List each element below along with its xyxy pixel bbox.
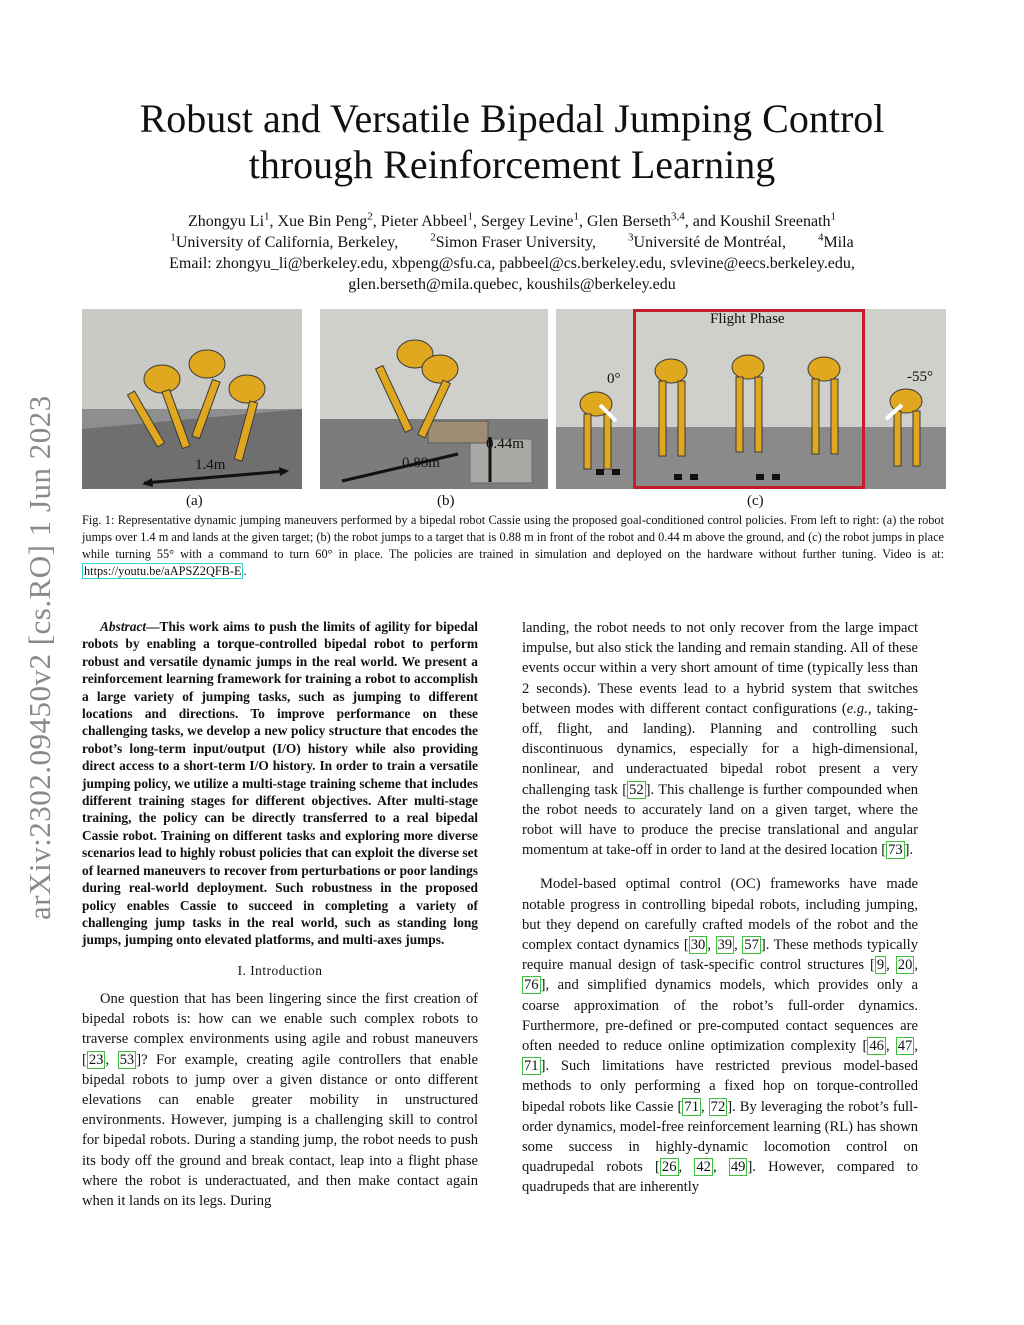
author-block [60, 211, 964, 295]
citation-link[interactable]: 39 [717, 937, 733, 954]
height-label-b: 0.44m [486, 436, 524, 452]
author-name: Sergey Levine [480, 213, 574, 230]
affiliations [60, 232, 964, 253]
aff-sup: 3 [628, 231, 634, 244]
citation-link[interactable]: 26 [661, 1159, 677, 1176]
citation-link[interactable]: 23 [88, 1051, 104, 1068]
paragraph: Model-based optimal control (OC) frameworks have made notable progress in controlling bipedal robots, including jumping, but they depend on carefully crafted models of the robot and the complex contact dynamics [ 30 , 39 , 57 ]. These methods typically require manual design of task-specific control structures [ 9 , 20 , 76 ], and simplified dynamics models, which provides only a coarse approximation of the robot’s full-order dynamics. Furthermore, pre-defined or pre-computed contact sequences are often needed to reduce online optimization complexity [ 46 , 47 , 71 ]. Such limitations have restricted previous model-based methods to only performing a fixed hop on torque-controlled bipedal robots like Cassie [ 71 , 72 ]. By leveraging the robot’s full-order dynamics, model-free reinforcement learning (RL) has shown some success in highly-dynamic locomotion control on quadrupedal robots [ 26 , 42 , 49 ]. However, compared to quadrupeds that are inherently [522, 876, 919, 1196]
aff-name: Université de Montréal, [633, 234, 786, 251]
text-run: ]. [904, 842, 914, 859]
citation-link[interactable]: 9 [876, 957, 885, 974]
subfigure-label-a: (a) [186, 493, 203, 509]
affiliation [628, 231, 786, 251]
aff-name: Simon Fraser University, [435, 234, 597, 251]
abstract [82, 618, 478, 949]
author-sup: 1 [264, 210, 270, 223]
angle-label-zero: 0° [607, 371, 621, 387]
citation-link[interactable]: 30 [690, 937, 706, 954]
citation-link[interactable]: 42 [696, 1159, 711, 1176]
text-run: ]. These methods typically require manual design of task-specific control structures [ [522, 937, 919, 974]
author-sup: 2 [367, 210, 373, 223]
text-run: ], and simplified dynamics models, which provides only a coarse approximation of the robot’s full-order dynamics. Furthermore, pre-defined or pre-computed contact sequences are often needed to reduce online optimization complexity [ [522, 977, 918, 1055]
text-run: e.g. [846, 700, 868, 717]
text-run: One question that has been lingering since the first creation of bipedal robots is: how can we enable such complex robots to traverse complex environments using agile and robust maneuvers [ [82, 990, 478, 1068]
figure-1 [82, 309, 946, 489]
affiliation [817, 231, 854, 251]
distance-label-b: 0.88m [402, 455, 440, 471]
email-line-2: glen.berseth@mila.quebec, koushils@berkeley.edu [348, 276, 676, 293]
text-run: ]. By leveraging the robot’s full-order dynamics, model-free reinforcement learning (RL) has shown some success in highly-dynamic locomotion control on quadrupedal robots [ [522, 1098, 918, 1176]
distance-label-a: 1.4m [195, 457, 226, 473]
citation-link[interactable]: 72 [710, 1098, 726, 1115]
figure-caption [82, 512, 944, 580]
author-sup: 3,4 [670, 210, 685, 223]
author-name: and Koushil Sreenath [692, 213, 831, 230]
text-run: ]. This challenge is further compounded when the robot needs to accurately land on a given target, where the robot will have to produce the precise translational and angular momentum at take-off in order to land at the desired location [ [522, 781, 918, 859]
citation-link[interactable]: 49 [730, 1159, 746, 1176]
arxiv-stamp: arXiv:2302.09450v2 [cs.RO] 1 Jun 2023 [22, 395, 57, 920]
subfigure-label-c: (c) [747, 493, 764, 509]
affiliation [170, 231, 399, 251]
left-column [82, 618, 478, 1211]
author-sup: 1 [467, 210, 473, 223]
photo-long-jump [82, 309, 302, 489]
text-run: , taking-off, flight, and landing). Planning and controlling such discontinuous dynamics, especially for a high-dimensional, nonlinear, and underactuated bipedal robot present a very challenging task [ [522, 700, 919, 798]
aff-sup: 2 [430, 231, 436, 244]
caption-text: Fig. 1: Representative dynamic jumping maneuvers performed by a bipedal robot Cassie using the proposed goal-conditioned control policies. From left to right: (a) the robot jumps over 1.4 m and lands at the given target; (b) the robot jumps to a target that is 0.88 m in front of the robot and 0.44 m above the ground, and (c) the robot jumps in place while turning 55° with a command to turn 60° in place. The policies are trained in simulation and deployed on the hardware without further tuning. Video is at: [82, 513, 944, 561]
author-name: Xue Bin Peng [277, 213, 368, 230]
abstract-label: Abstract [100, 619, 147, 634]
citation-link[interactable]: 53 [119, 1051, 135, 1068]
citation-link[interactable]: 46 [869, 1038, 884, 1055]
video-link[interactable]: https://youtu.be/aAPSZ2QFB-E [84, 564, 242, 578]
text-run: ]? For example, creating agile controllers that enable bipedal robots to jump over a given distance or onto different elevations can enable greater mobility in unstructured environments. However, jumping is a challenging skill to control for bipedal robots. During a standing jump, the robot needs to push its body off the ground and break contact, leap into a flight phase where the robot is underactuated, and then make contact again when it lands on its legs. During [82, 1051, 478, 1209]
aff-sup: 4 [817, 231, 824, 244]
citation-link[interactable]: 71 [524, 1058, 539, 1075]
text-run: landing, the robot needs to not only recover from the large impact impulse, but also stick the landing and remain standing. All of these events occur within a very short amount of time (typically less than 2 seconds). These events lead to a hybrid system that switches between modes with different contact configurations ( [522, 620, 918, 717]
right-column [522, 618, 918, 1198]
aff-name: Mila [823, 234, 854, 251]
citation-link[interactable]: 76 [524, 977, 539, 994]
author-sup: 1 [830, 210, 836, 223]
paper-title [60, 96, 964, 188]
paragraph [522, 618, 918, 860]
author-sup: 1 [573, 210, 579, 223]
author-list: Zhongyu Li$^1$, Xue Bin Peng$^2$, Pieter Abbeel$^1$, Sergey Levine$^1$, Glen Berseth$^{3,4}$, and Koushil Sreenath$^1$ [188, 210, 836, 230]
text-run: ]. However, compared to quadrupeds that are inherently [522, 1159, 919, 1196]
affiliation [430, 231, 597, 251]
flight-phase-label: Flight Phase [710, 311, 785, 327]
intro-paragraph: One question that has been lingering since the first creation of bipedal robots is: how can we enable such complex robots to traverse complex environments using agile and robust maneuvers [ 23 , 53 ]? For example, creating agile controllers that enable bipedal robots to jump over a given distance or onto different elevations can enable greater mobility in unstructured environments. However, jumping is a challenging skill to control for bipedal robots. During a standing jump, the robot needs to push its body off the ground and break contact, leap into a flight phase where the robot is underactuated, and then make contact again when it lands on its legs. During [82, 990, 478, 1209]
title-line-2: through Reinforcement Learning [248, 142, 776, 187]
aff-sup: 1 [170, 231, 176, 244]
citation-link[interactable]: 47 [897, 1038, 913, 1055]
citation-link[interactable]: 71 [684, 1098, 699, 1115]
citation-link[interactable]: 57 [744, 937, 759, 954]
section-heading: I. Introduction [237, 962, 323, 978]
citation-link[interactable]: 52 [629, 781, 644, 798]
aff-name: University of California, Berkeley, [175, 234, 399, 251]
email-line-1: Email: zhongyu_li@berkeley.edu, xbpeng@sfu.ca, pabbeel@cs.berkeley.edu, svlevine@eecs.berkeley.edu, [169, 255, 855, 272]
text-run: Model-based optimal control (OC) frameworks have made notable progress in controlling bipedal robots, including jumping, but they depend on carefully crafted models of the robot and the complex contact dynamics [ [522, 876, 918, 954]
angle-label-neg55: -55° [907, 369, 933, 385]
abstract-text: —This work aims to push the limits of agility for bipedal robots by enabling a torque-controlled bipedal robot to perform robust and versatile dynamic jumps in the real world. We present a reinforcement learning framework for training a robot to accomplish a large variety of jumping tasks, such as jumping to different locations and directions. To improve performance on these challenging tasks, we develop a new policy structure that encodes the robot’s long-term input/output (I/O) history while also providing direct access to a short-term I/O history. In order to train a versatile jumping policy, we utilize a multi-stage training scheme that includes different training stages for different objectives. After multi-stage training, the policy can be directly transferred to a real bipedal Cassie robot. Training on different tasks and exploring more diverse scenarios lead to highly robust policies that can exploit the diverse set of learned maneuvers to recover from perturbations or poor landings during real-world deployment. Such robustness in the proposed policy enables Cassie to succeed in completing a variety of challenging jump tasks in the real world, such as standing long jumps, jumping onto elevated platforms, and multi-axes jumps. [82, 619, 478, 948]
citation-link[interactable]: 73 [888, 842, 903, 859]
citation-link[interactable]: 20 [897, 957, 913, 974]
author-name: Glen Berseth [587, 213, 671, 230]
text-run: ]. Such limitations have restricted previous model-based methods to only performing a fixed hop on torque-controlled bipedal robots like Cassie [ [522, 1058, 918, 1115]
caption-end: . [243, 564, 247, 578]
subfigure-label-b: (b) [437, 493, 455, 509]
title-line-1: Robust and Versatile Bipedal Jumping Control [139, 96, 885, 141]
author-name: Zhongyu Li [188, 213, 265, 230]
flight-phase-box [633, 309, 865, 489]
author-name: Pieter Abbeel [380, 213, 468, 230]
